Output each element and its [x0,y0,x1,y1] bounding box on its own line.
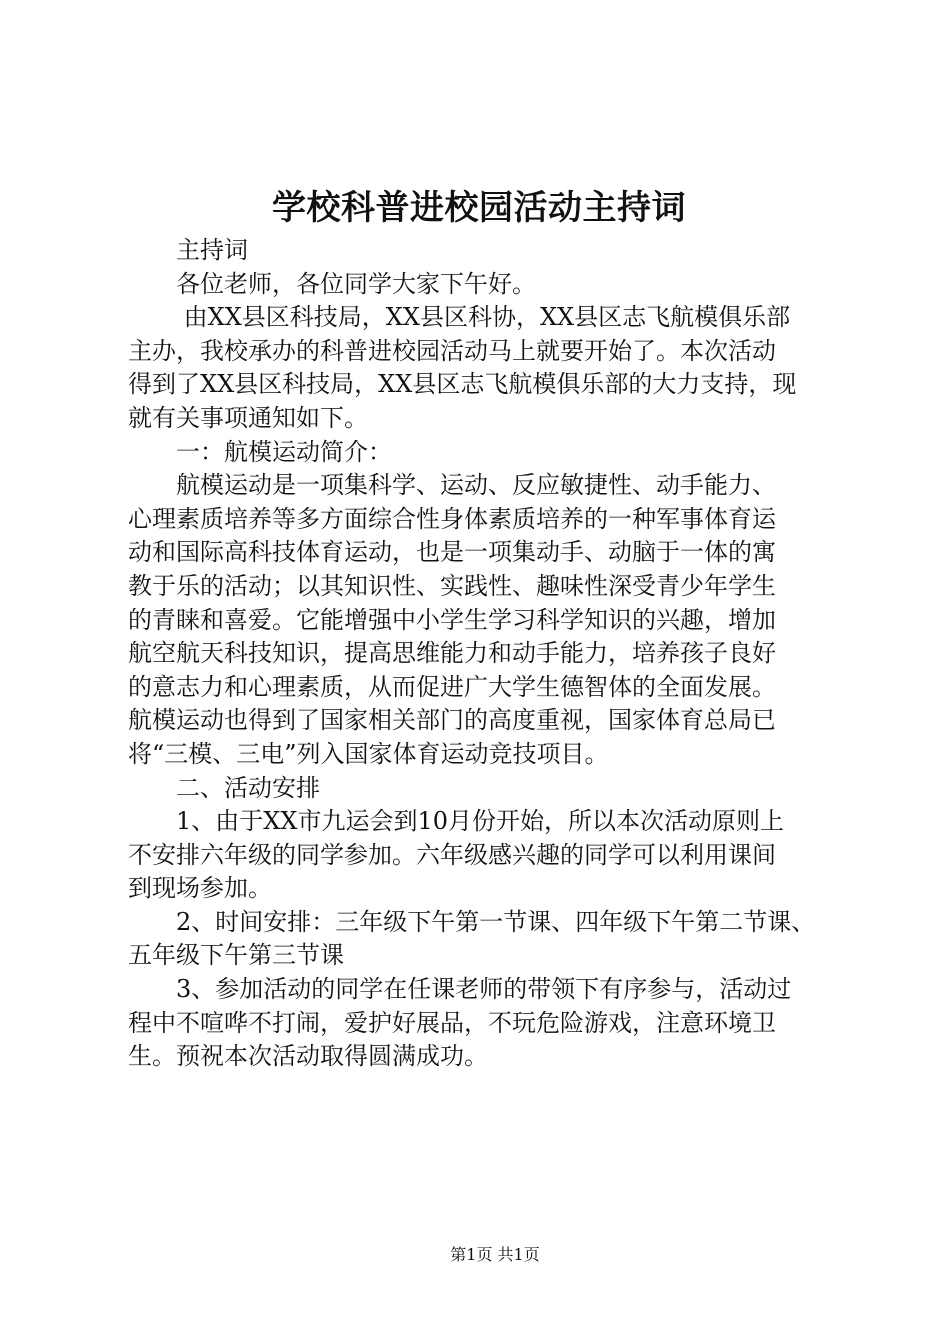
paragraph-line: 1、由于XX市九运会到10月份开始，所以本次活动原则上 [128,807,784,836]
paragraph-line: 2、时间安排：三年级下午第一节课、四年级下午第二节课、 [128,907,816,936]
document-body [128,234,838,1074]
paragraph-line: 得到了XX县区科技局，XX县区志飞航模俱乐部的大力支持，现 [128,370,797,399]
paragraph-line: 的青睐和喜爱。它能增强中小学生学习科学知识的兴趣，增加 [128,605,776,634]
paragraph-line: 一：航模运动简介： [128,437,392,466]
paragraph-line: 教于乐的活动；以其知识性、实践性、趣味性深受青少年学生 [128,571,776,600]
paragraph-line: 航模运动也得到了国家相关部门的高度重视，国家体育总局已 [128,706,776,735]
paragraph-line: 3、参加活动的同学在任课老师的带领下有序参与，活动过 [128,975,792,1004]
paragraph-line: 航模运动是一项集科学、运动、反应敏捷性、动手能力、 [128,471,776,500]
paragraph-line: 航空航天科技知识，提高思维能力和动手能力，培养孩子良好 [128,639,776,668]
page-footer: 第1页 共1页 [450,1245,540,1264]
paragraph-line: 的意志力和心理素质，从而促进广大学生德智体的全面发展。 [128,672,776,701]
paragraph-line: 主办，我校承办的科普进校园活动马上就要开始了。本次活动 [128,336,776,365]
paragraph-line: 五年级下午第三节课 [128,941,344,970]
paragraph-line: 二、活动安排 [128,773,320,802]
paragraph-line: 主持词 [128,236,248,264]
paragraph-line: 心理素质培养等多方面综合性身体素质培养的一种军事体育运 [128,504,776,533]
paragraph-line: 到现场参加。 [128,874,272,903]
paragraph-line: 生。预祝本次活动取得圆满成功。 [128,1042,488,1071]
paragraph-line: 动和国际高科技体育运动，也是一项集动手、动脑于一体的寓 [128,538,776,567]
document-title: 学校科普进校园活动主持词 [272,188,686,228]
paragraph-line: 就有关事项通知如下。 [128,403,368,432]
paragraph-line: 各位老师，各位同学大家下午好。 [128,269,536,298]
paragraph-line: 程中不喧哗不打闹，爱护好展品，不玩危险游戏，注意环境卫 [128,1008,776,1037]
paragraph-line: 将“三模、三电”列入国家体育运动竞技项目。 [128,739,609,768]
paragraph-line: 由XX县区科技局，XX县区科协，XX县区志飞航模俱乐部 [128,303,791,332]
paragraph-line: 不安排六年级的同学参加。六年级感兴趣的同学可以利用课间 [128,840,776,869]
